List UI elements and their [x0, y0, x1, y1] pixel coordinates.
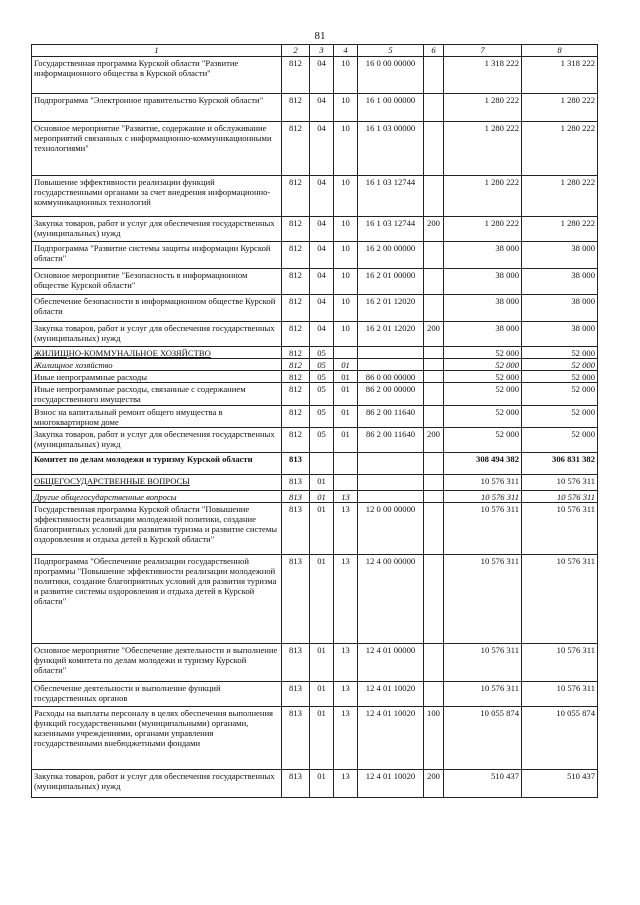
cell-section: 04 [310, 242, 334, 269]
cell-amount-1: 52 000 [444, 359, 522, 371]
cell-name: Иные непрограммные расходы [32, 371, 282, 383]
cell-expense-type [424, 555, 444, 644]
cell-amount-1: 1 280 222 [444, 122, 522, 176]
cell-amount-1: 10 576 311 [444, 491, 522, 503]
cell-name: Расходы на выплаты персоналу в целях обеспечения выполнения функций государственными (муниципальными) органами, казенными учреждениями, органами управления государственными внебюджетными фондами [32, 707, 282, 770]
cell-grbs: 812 [282, 359, 310, 371]
cell-section: 04 [310, 295, 334, 322]
cell-target-article: 12 4 01 10020 [358, 682, 424, 707]
cell-target-article: 86 0 00 00000 [358, 371, 424, 383]
cell-amount-2: 52 000 [522, 347, 598, 359]
cell-expense-type [424, 347, 444, 359]
table-row [32, 770, 598, 798]
cell-grbs: 812 [282, 347, 310, 359]
cell-amount-2: 38 000 [522, 269, 598, 295]
cell-grbs: 812 [282, 122, 310, 176]
cell-name: Повышение эффективности реализации функций государственными органами за счет внедрения информационно-коммуникационных технологий [32, 176, 282, 217]
cell-target-article [358, 491, 424, 503]
cell-section: 01 [310, 503, 334, 555]
cell-subsection [334, 347, 358, 359]
table-row [32, 428, 598, 453]
cell-amount-2: 1 280 222 [522, 122, 598, 176]
cell-section: 04 [310, 94, 334, 122]
cell-grbs: 813 [282, 707, 310, 770]
cell-amount-2: 10 055 874 [522, 707, 598, 770]
cell-amount-2: 52 000 [522, 383, 598, 406]
cell-section: 04 [310, 122, 334, 176]
cell-subsection: 10 [334, 122, 358, 176]
cell-target-article: 86 2 00 11640 [358, 406, 424, 428]
cell-section: 05 [310, 406, 334, 428]
cell-amount-2: 52 000 [522, 406, 598, 428]
column-header: 8 [522, 45, 598, 57]
table-row [32, 176, 598, 217]
cell-subsection: 10 [334, 176, 358, 217]
cell-amount-1: 38 000 [444, 269, 522, 295]
cell-grbs: 812 [282, 57, 310, 94]
cell-name: Подпрограмма "Развитие системы защиты информации Курской области" [32, 242, 282, 269]
cell-amount-2: 1 280 222 [522, 217, 598, 242]
cell-subsection: 10 [334, 295, 358, 322]
cell-grbs: 812 [282, 176, 310, 217]
cell-target-article: 16 1 00 00000 [358, 94, 424, 122]
cell-name: Закупка товаров, работ и услуг для обеспечения государственных (муниципальных) нужд [32, 428, 282, 453]
cell-grbs: 812 [282, 371, 310, 383]
table-row [32, 503, 598, 555]
table-row [32, 707, 598, 770]
cell-target-article: 16 1 03 12744 [358, 217, 424, 242]
cell-subsection: 10 [334, 94, 358, 122]
table-row [32, 269, 598, 295]
cell-section: 01 [310, 770, 334, 798]
cell-section: 01 [310, 555, 334, 644]
cell-name: Обеспечение безопасности в информационном обществе Курской области [32, 295, 282, 322]
cell-amount-1: 308 494 382 [444, 453, 522, 475]
cell-amount-1: 52 000 [444, 383, 522, 406]
table-row [32, 57, 598, 94]
cell-subsection: 01 [334, 383, 358, 406]
cell-expense-type [424, 295, 444, 322]
cell-grbs: 812 [282, 295, 310, 322]
cell-amount-1: 1 280 222 [444, 217, 522, 242]
cell-section: 04 [310, 176, 334, 217]
cell-expense-type: 100 [424, 707, 444, 770]
cell-expense-type [424, 491, 444, 503]
cell-amount-1: 10 576 311 [444, 475, 522, 491]
table-row [32, 94, 598, 122]
cell-amount-2: 1 318 222 [522, 57, 598, 94]
cell-name: Государственная программа Курской области "Развитие информационного общества в Курской области" [32, 57, 282, 94]
cell-target-article [358, 475, 424, 491]
cell-name: ОБЩЕГОСУДАРСТВЕННЫЕ ВОПРОСЫ [32, 475, 282, 491]
table-row [32, 217, 598, 242]
cell-amount-2: 10 576 311 [522, 491, 598, 503]
cell-grbs: 813 [282, 503, 310, 555]
cell-expense-type [424, 644, 444, 682]
cell-amount-2: 10 576 311 [522, 503, 598, 555]
cell-section: 05 [310, 347, 334, 359]
cell-expense-type [424, 371, 444, 383]
cell-name: Закупка товаров, работ и услуг для обеспечения государственных (муниципальных) нужд [32, 217, 282, 242]
cell-amount-1: 10 576 311 [444, 644, 522, 682]
cell-section: 05 [310, 371, 334, 383]
cell-amount-2: 306 831 382 [522, 453, 598, 475]
cell-grbs: 812 [282, 322, 310, 347]
cell-subsection: 13 [334, 491, 358, 503]
column-header: 7 [444, 45, 522, 57]
cell-expense-type: 200 [424, 217, 444, 242]
table-row [32, 453, 598, 475]
cell-amount-1: 52 000 [444, 406, 522, 428]
cell-grbs: 812 [282, 269, 310, 295]
column-header: 4 [334, 45, 358, 57]
cell-subsection: 01 [334, 371, 358, 383]
cell-amount-1: 10 055 874 [444, 707, 522, 770]
cell-section: 04 [310, 269, 334, 295]
cell-amount-2: 38 000 [522, 242, 598, 269]
table-row [32, 555, 598, 644]
cell-subsection: 10 [334, 269, 358, 295]
cell-name: Взнос на капитальный ремонт общего имущества в многоквартирном доме [32, 406, 282, 428]
cell-amount-1: 510 437 [444, 770, 522, 798]
table-row [32, 475, 598, 491]
table-row [32, 359, 598, 371]
cell-grbs: 812 [282, 406, 310, 428]
cell-section: 04 [310, 57, 334, 94]
cell-target-article: 12 4 00 00000 [358, 555, 424, 644]
cell-section: 05 [310, 428, 334, 453]
cell-name: Закупка товаров, работ и услуг для обеспечения государственных (муниципальных) нужд [32, 322, 282, 347]
table-row [32, 347, 598, 359]
cell-amount-2: 10 576 311 [522, 475, 598, 491]
cell-subsection: 13 [334, 682, 358, 707]
cell-expense-type [424, 176, 444, 217]
table-header-row [32, 45, 598, 57]
table-row [32, 383, 598, 406]
cell-amount-2: 52 000 [522, 428, 598, 453]
cell-section: 01 [310, 707, 334, 770]
cell-name: Подпрограмма "Обеспечение реализации государственной программы "Повышение эффективности реализации молодежной политики, создание благоприятных условий для развития туризма и развитие системы оздоровления и отдыха детей в Курской области" [32, 555, 282, 644]
cell-expense-type [424, 406, 444, 428]
cell-target-article: 16 2 01 12020 [358, 322, 424, 347]
cell-subsection: 10 [334, 322, 358, 347]
cell-target-article: 16 0 00 00000 [358, 57, 424, 94]
cell-grbs: 812 [282, 242, 310, 269]
cell-section: 01 [310, 491, 334, 503]
cell-grbs: 812 [282, 383, 310, 406]
cell-section: 01 [310, 475, 334, 491]
cell-section [310, 453, 334, 475]
cell-grbs: 813 [282, 491, 310, 503]
cell-expense-type [424, 682, 444, 707]
cell-amount-2: 38 000 [522, 295, 598, 322]
cell-amount-1: 38 000 [444, 242, 522, 269]
cell-amount-2: 10 576 311 [522, 644, 598, 682]
column-header: 6 [424, 45, 444, 57]
cell-expense-type [424, 383, 444, 406]
cell-subsection: 13 [334, 770, 358, 798]
cell-name: Жилищное хозяйство [32, 359, 282, 371]
cell-target-article [358, 347, 424, 359]
cell-target-article: 12 0 00 00000 [358, 503, 424, 555]
column-header: 2 [282, 45, 310, 57]
cell-subsection: 13 [334, 644, 358, 682]
cell-grbs: 813 [282, 555, 310, 644]
cell-amount-2: 510 437 [522, 770, 598, 798]
cell-expense-type [424, 94, 444, 122]
column-header: 1 [32, 45, 282, 57]
cell-name: Подпрограмма "Электронное правительство Курской области" [32, 94, 282, 122]
cell-expense-type [424, 475, 444, 491]
cell-target-article: 12 4 01 00000 [358, 644, 424, 682]
cell-expense-type [424, 122, 444, 176]
cell-expense-type: 200 [424, 322, 444, 347]
cell-name: ЖИЛИЩНО-КОММУНАЛЬНОЕ ХОЗЯЙСТВО [32, 347, 282, 359]
column-header: 5 [358, 45, 424, 57]
cell-amount-1: 10 576 311 [444, 682, 522, 707]
cell-section: 05 [310, 359, 334, 371]
cell-amount-1: 1 318 222 [444, 57, 522, 94]
cell-subsection: 01 [334, 359, 358, 371]
cell-subsection: 10 [334, 242, 358, 269]
cell-subsection: 13 [334, 707, 358, 770]
cell-expense-type: 200 [424, 770, 444, 798]
cell-grbs: 813 [282, 644, 310, 682]
cell-grbs: 812 [282, 94, 310, 122]
cell-expense-type [424, 269, 444, 295]
cell-section: 01 [310, 682, 334, 707]
cell-amount-1: 52 000 [444, 428, 522, 453]
cell-target-article: 16 2 01 12020 [358, 295, 424, 322]
cell-section: 04 [310, 217, 334, 242]
cell-target-article: 12 4 01 10020 [358, 707, 424, 770]
cell-expense-type [424, 57, 444, 94]
page-number: 81 [314, 30, 326, 42]
table-row [32, 122, 598, 176]
table-row [32, 644, 598, 682]
cell-grbs: 813 [282, 475, 310, 491]
cell-expense-type [424, 242, 444, 269]
cell-grbs: 812 [282, 217, 310, 242]
cell-grbs: 813 [282, 453, 310, 475]
cell-subsection [334, 475, 358, 491]
cell-section: 05 [310, 383, 334, 406]
cell-amount-2: 10 576 311 [522, 555, 598, 644]
cell-target-article [358, 453, 424, 475]
cell-grbs: 813 [282, 770, 310, 798]
cell-amount-2: 52 000 [522, 371, 598, 383]
cell-name: Основное мероприятие "Обеспечение деятельности и выполнение функций комитета по делам молодежи и туризму Курской области" [32, 644, 282, 682]
cell-subsection: 13 [334, 503, 358, 555]
cell-subsection: 13 [334, 555, 358, 644]
cell-name: Закупка товаров, работ и услуг для обеспечения государственных (муниципальных) нужд [32, 770, 282, 798]
column-header: 3 [310, 45, 334, 57]
cell-target-article: 16 2 00 00000 [358, 242, 424, 269]
cell-expense-type [424, 503, 444, 555]
cell-target-article: 86 2 00 00000 [358, 383, 424, 406]
cell-target-article: 16 1 03 12744 [358, 176, 424, 217]
cell-grbs: 813 [282, 682, 310, 707]
table-row [32, 491, 598, 503]
budget-table [31, 44, 598, 798]
cell-name: Обеспечение деятельности и выполнение функций государственных органов [32, 682, 282, 707]
cell-subsection: 10 [334, 217, 358, 242]
table-row [32, 371, 598, 383]
cell-amount-1: 38 000 [444, 322, 522, 347]
cell-name: Другие общегосударственные вопросы [32, 491, 282, 503]
cell-target-article [358, 359, 424, 371]
cell-amount-1: 52 000 [444, 371, 522, 383]
cell-grbs: 812 [282, 428, 310, 453]
table-row [32, 295, 598, 322]
cell-name: Государственная программа Курской области "Повышение эффективности реализации молодежной политики, создание благоприятных условий для развития туризма и развитие системы оздоровления и отдыха детей в Курской области" [32, 503, 282, 555]
table-row [32, 242, 598, 269]
cell-subsection: 01 [334, 406, 358, 428]
cell-expense-type: 200 [424, 428, 444, 453]
cell-amount-1: 38 000 [444, 295, 522, 322]
cell-amount-2: 52 000 [522, 359, 598, 371]
table-row [32, 322, 598, 347]
cell-amount-2: 10 576 311 [522, 682, 598, 707]
cell-subsection: 01 [334, 428, 358, 453]
cell-amount-2: 38 000 [522, 322, 598, 347]
cell-amount-1: 52 000 [444, 347, 522, 359]
cell-amount-1: 1 280 222 [444, 176, 522, 217]
cell-target-article: 16 1 03 00000 [358, 122, 424, 176]
cell-amount-1: 10 576 311 [444, 503, 522, 555]
cell-target-article: 86 2 00 11640 [358, 428, 424, 453]
cell-target-article: 16 2 01 00000 [358, 269, 424, 295]
cell-amount-1: 1 280 222 [444, 94, 522, 122]
cell-name: Иные непрограммные расходы, связанные с содержанием государственного имущества [32, 383, 282, 406]
cell-section: 01 [310, 644, 334, 682]
cell-amount-2: 1 280 222 [522, 176, 598, 217]
cell-expense-type [424, 359, 444, 371]
table-row [32, 682, 598, 707]
cell-expense-type [424, 453, 444, 475]
cell-section: 04 [310, 322, 334, 347]
cell-subsection [334, 453, 358, 475]
cell-amount-2: 1 280 222 [522, 94, 598, 122]
table-row [32, 406, 598, 428]
cell-subsection: 10 [334, 57, 358, 94]
cell-amount-1: 10 576 311 [444, 555, 522, 644]
cell-name: Основное мероприятие "Безопасность в информационном обществе Курской области" [32, 269, 282, 295]
cell-target-article: 12 4 01 10020 [358, 770, 424, 798]
cell-name: Комитет по делам молодежи и туризму Курской области [32, 453, 282, 475]
cell-name: Основное мероприятие "Развитие, содержание и обслуживание мероприятий связанных с информационно-коммуникационными технологиями" [32, 122, 282, 176]
